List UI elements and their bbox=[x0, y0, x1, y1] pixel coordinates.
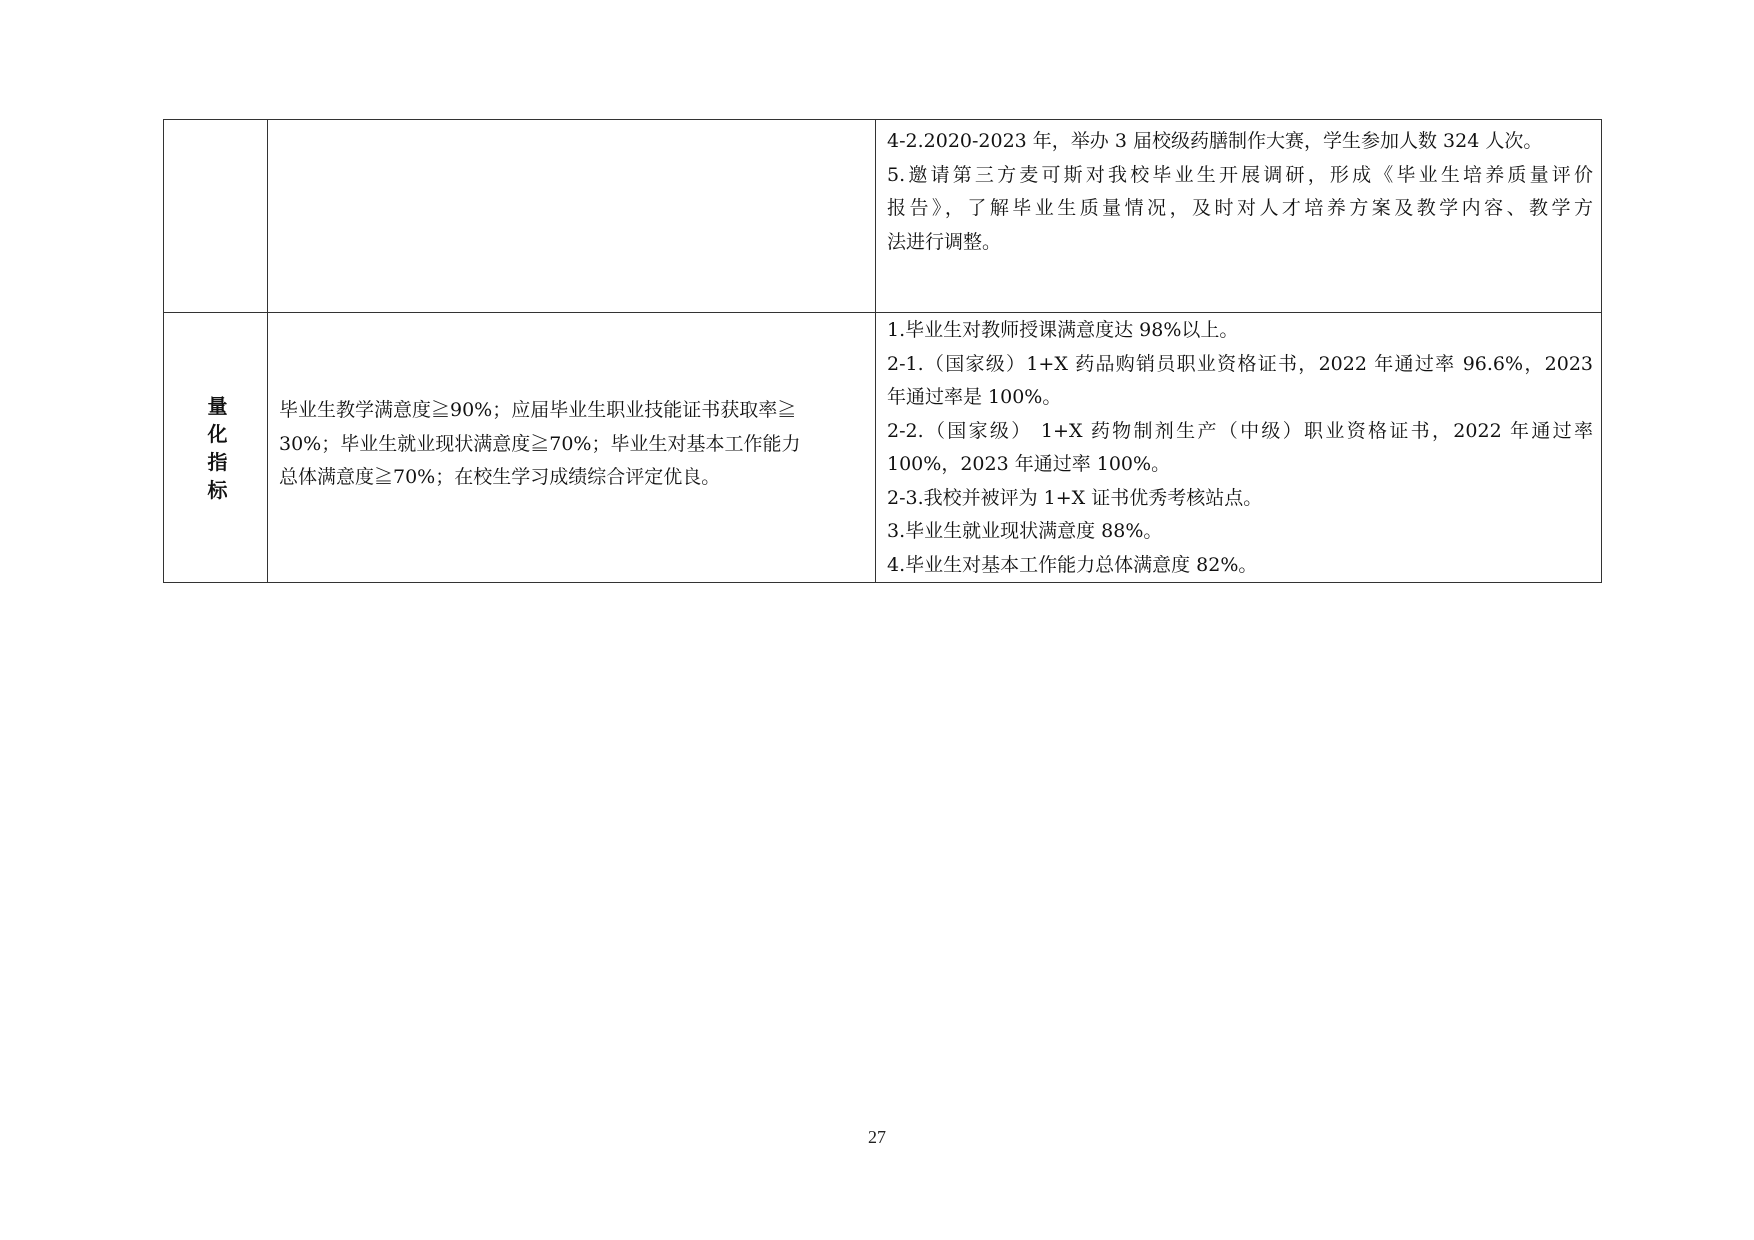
result-line: 年通过率是 100%。 bbox=[887, 386, 1062, 408]
label-cell-quantitative-indicators bbox=[164, 313, 268, 583]
target-text bbox=[268, 394, 875, 501]
result-line: 2-1.（国家级）1+X 药品购销员职业资格证书，2022 年通过率 96.6%，2023 bbox=[887, 352, 1593, 375]
result-line: 4-2.2020-2023 年，举办 3 届校级药膳制作大赛，学生参加人数 324 人次。 bbox=[887, 130, 1543, 152]
result-line: 2-3.我校并被评为 1+X 证书优秀考核站点。 bbox=[887, 486, 1263, 509]
target-cell-empty bbox=[268, 120, 876, 313]
table-row-quantitative-indicators bbox=[164, 313, 1602, 583]
result-line: 2-2.（国家级） 1+X 药物制剂生产（中级）职业资格证书，2022 年通过率 bbox=[887, 419, 1593, 442]
result-cell-continuation bbox=[876, 120, 1602, 313]
result-line: 1.毕业生对教师授课满意度达 98%以上。 bbox=[887, 319, 1239, 341]
page-number: 27 bbox=[868, 1127, 886, 1147]
row-label: 量化指标 bbox=[207, 393, 228, 502]
result-line: 4.毕业生对基本工作能力总体满意度 82%。 bbox=[887, 553, 1258, 576]
target-line: 30%；毕业生就业现状满意度≧70%；毕业生对基本工作能力 bbox=[279, 432, 801, 455]
result-line: 100%，2023 年通过率 100%。 bbox=[887, 453, 1171, 475]
result-cell-quantitative-indicators bbox=[876, 313, 1602, 583]
result-line: 3.毕业生就业现状满意度 88%。 bbox=[887, 520, 1163, 542]
target-line: 毕业生教学满意度≧90%；应届毕业生职业技能证书获取率≧ bbox=[279, 399, 797, 422]
result-line: 5.邀请第三方麦可斯对我校毕业生开展调研，形成《毕业生培养质量评价 bbox=[887, 163, 1593, 186]
result-text bbox=[876, 313, 1601, 582]
result-text-continuation bbox=[876, 120, 1601, 259]
label-cell-empty bbox=[164, 120, 268, 313]
target-cell bbox=[268, 313, 876, 583]
result-line: 报告》，了解毕业生质量情况，及时对人才培养方案及教学内容、教学方 bbox=[887, 197, 1593, 219]
indicator-table bbox=[163, 119, 1602, 583]
target-line: 总体满意度≧70%；在校生学习成绩综合评定优良。 bbox=[279, 466, 721, 489]
table-row-continuation bbox=[164, 120, 1602, 313]
result-line: 法进行调整。 bbox=[887, 230, 1002, 253]
